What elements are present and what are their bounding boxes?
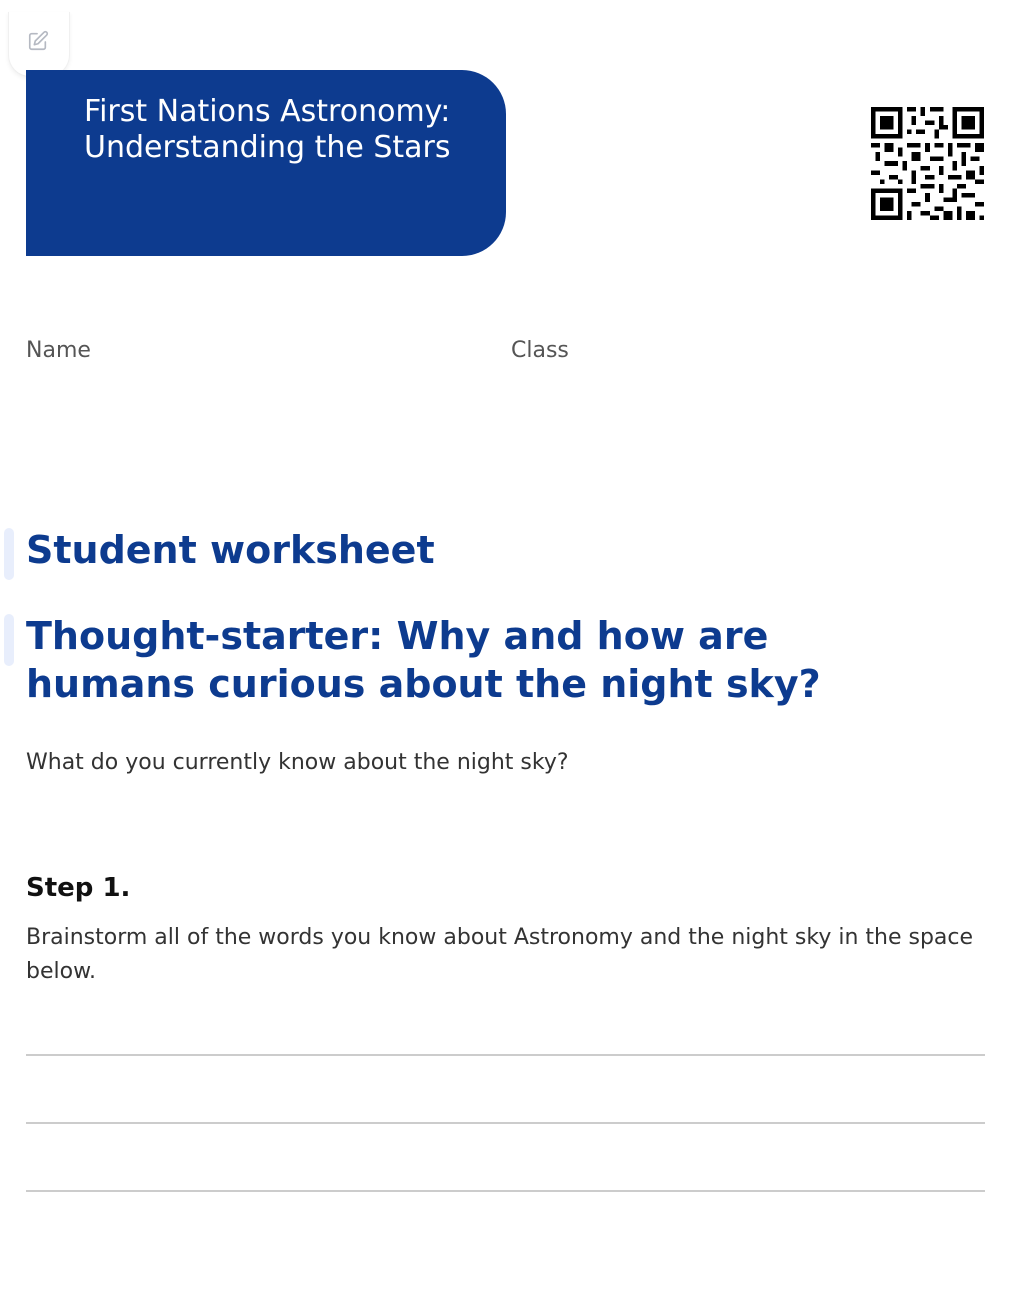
answer-line[interactable]: [26, 1054, 985, 1056]
question-text: What do you currently know about the night sky?: [26, 750, 569, 775]
thought-starter-heading: Thought-starter: Why and how are humans curious about the night sky?: [26, 614, 821, 706]
class-field-label: Class: [511, 338, 569, 363]
answer-line[interactable]: [26, 1190, 985, 1192]
edit-button[interactable]: [8, 12, 70, 77]
step-instruction: Brainstorm all of the words you know about Astronomy and the night sky in the space below.: [26, 925, 974, 984]
worksheet-heading: Student worksheet: [26, 528, 435, 572]
answer-line[interactable]: [26, 1122, 985, 1124]
name-field-label: Name: [26, 338, 91, 363]
qr-code-icon: [870, 107, 985, 220]
worksheet-title: First Nations Astronomy: Understanding the Stars: [84, 94, 451, 165]
title-banner: [26, 70, 506, 256]
step-title: Step 1.: [26, 873, 131, 903]
section-marker: [4, 614, 14, 666]
section-marker: [4, 528, 14, 580]
edit-pencil-icon: [27, 30, 49, 52]
